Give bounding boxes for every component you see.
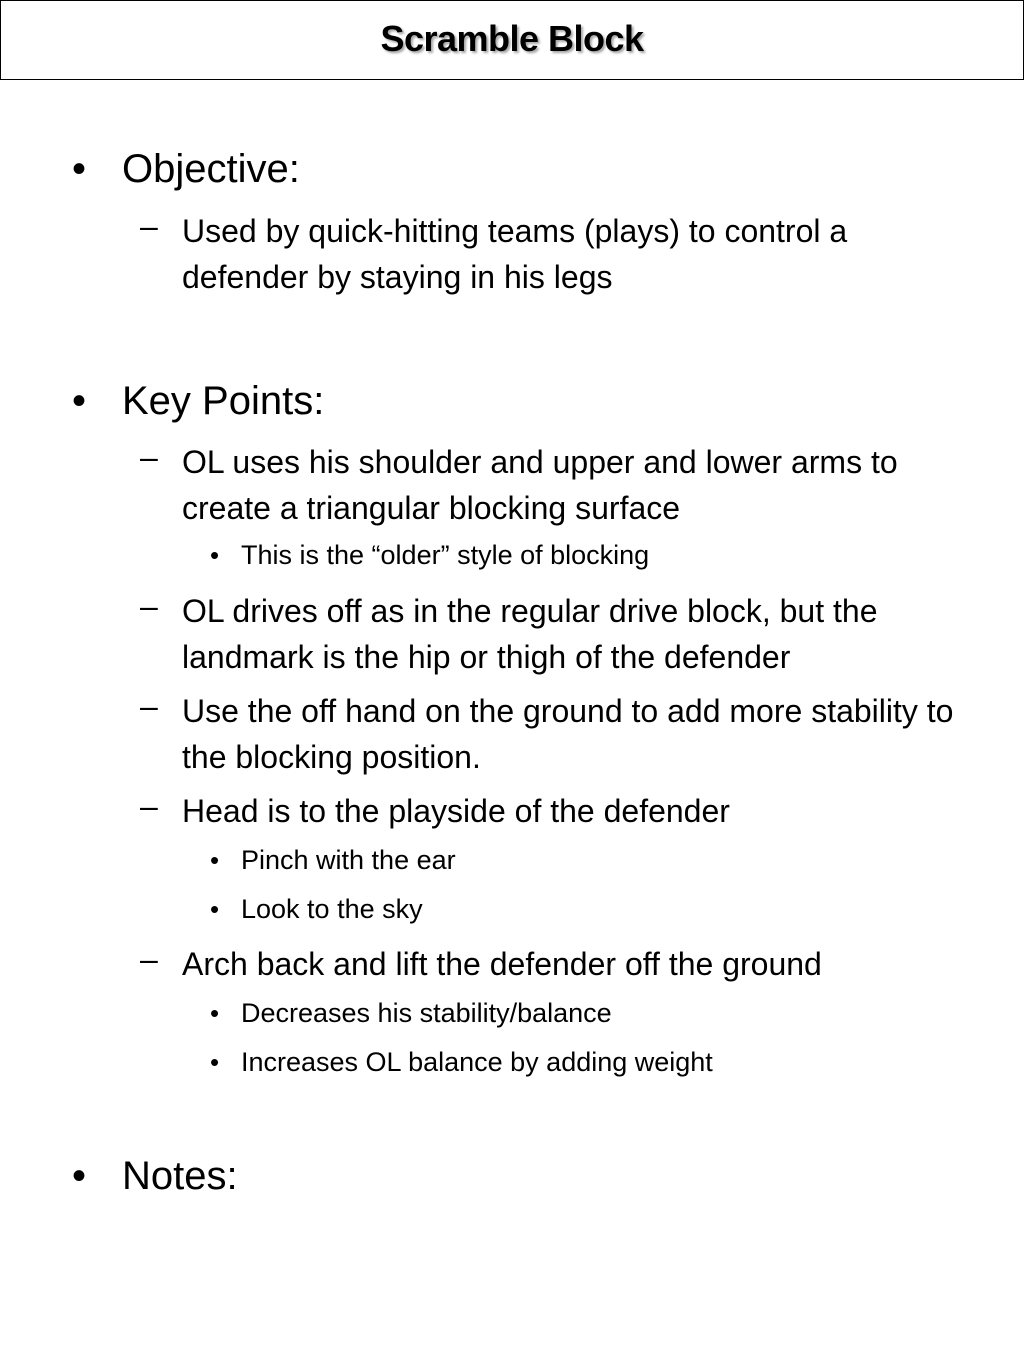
dash-key-point-4: –: [140, 788, 158, 824]
dash-key-point-5: –: [140, 941, 158, 977]
bullet-key-point-5-sub-2: •: [210, 1047, 220, 1077]
dash-key-point-1: –: [140, 439, 158, 475]
key-point-4-sub-2: Look to the sky: [241, 894, 423, 924]
bullet-objective: •: [72, 147, 87, 191]
key-point-4: Head is to the playside of the defender: [182, 793, 730, 829]
bullet-notes: •: [72, 1154, 87, 1198]
key-point-4-sub-1: Pinch with the ear: [241, 845, 456, 875]
heading-key-points: Key Points:: [122, 379, 325, 423]
bullet-key-points: •: [72, 379, 87, 423]
heading-notes: Notes:: [122, 1154, 238, 1198]
heading-objective: Objective:: [122, 147, 300, 191]
bullet-key-point-1-sub-1: •: [210, 540, 220, 570]
bullet-key-point-5-sub-1: •: [210, 998, 220, 1028]
dash-key-point-3: –: [140, 688, 158, 724]
key-point-3: Use the off hand on the ground to add more stability to the blocking position.: [182, 693, 954, 775]
dash-objective-1: –: [140, 208, 158, 244]
objective-item-1: Used by quick-hitting teams (plays) to control a defender by staying in his legs: [182, 213, 848, 295]
dash-key-point-2: –: [140, 588, 158, 624]
key-point-5: Arch back and lift the defender off the ground: [182, 946, 822, 982]
key-point-5-sub-1: Decreases his stability/balance: [241, 998, 612, 1028]
key-point-1-sub-1: This is the “older” style of blocking: [241, 540, 650, 570]
key-point-1: OL uses his shoulder and upper and lower arms to create a triangular blocking surface: [182, 444, 898, 526]
key-point-2: OL drives off as in the regular drive block, but the landmark is the hip or thigh of the defender: [182, 593, 878, 675]
bullet-key-point-4-sub-1: •: [210, 845, 220, 875]
page-title: Scramble Block: [380, 18, 644, 59]
key-point-5-sub-2: Increases OL balance by adding weight: [241, 1047, 713, 1077]
bullet-key-point-4-sub-2: •: [210, 894, 220, 924]
